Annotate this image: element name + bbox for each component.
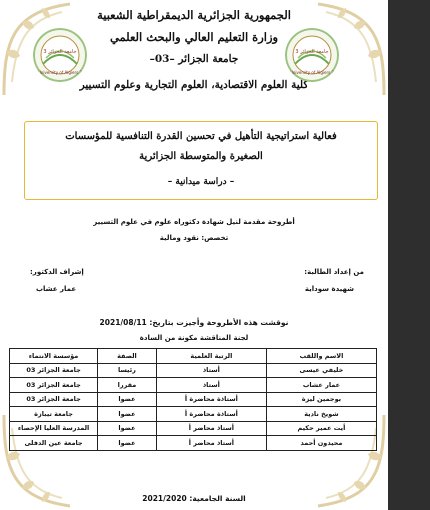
logo-arabic-text: جامعة الجزائر 3: [295, 49, 329, 55]
table-cell: جامعة عين الدفلى: [10, 436, 98, 451]
table-cell: بوجمين ليزة: [266, 392, 376, 407]
table-cell: جامعة الجزائر 03: [10, 378, 98, 393]
thesis-study-type: – دراسة ميدانية –: [167, 177, 235, 187]
table-cell: عمار عشاب: [266, 378, 376, 393]
table-row: [10, 392, 377, 407]
logo-ring-text: University of Algiers 3: [289, 70, 335, 75]
student-label: من إعداد الطالبة:: [304, 268, 364, 276]
table-cell: أيت عمير حكيم: [266, 421, 376, 436]
table-row: [10, 407, 377, 422]
table-header: الصفة: [98, 349, 157, 364]
table-cell: أستاذ: [156, 378, 266, 393]
table-cell: المدرسة العليا الإحصاء: [10, 421, 98, 436]
table-cell: عضوا: [98, 392, 157, 407]
jury-table: [9, 348, 377, 451]
table-row: [10, 436, 377, 451]
table-cell: جامعة الجزائر 03: [10, 363, 98, 378]
academic-year: السنة الجامعية: 2021/2020: [142, 494, 246, 503]
table-cell: أستاذ محاضر أ: [156, 436, 266, 451]
viewer-background: [388, 0, 430, 510]
table-cell: جامعة تيبازة: [10, 407, 98, 422]
committee-heading: لجنة المناقشة مكونة من السادة: [139, 334, 249, 342]
table-row: [10, 363, 377, 378]
header-republic: الجمهورية الجزائرية الديمقراطية الشعبية: [97, 8, 291, 22]
table-header: الاسم واللقب: [266, 349, 376, 364]
thesis-specialty: تخصص: نقود ومالية: [159, 234, 229, 242]
university-logo-icon: [285, 28, 339, 82]
table-cell: شويخ نادية: [266, 407, 376, 422]
thesis-title-line2: الصغيرة والمتوسطة الجزائرية: [139, 151, 263, 162]
table-cell: عضوا: [98, 421, 157, 436]
table-row: [10, 378, 377, 393]
thesis-title-line1: فعالية استراتيجية التأهيل في تحسين القدرة التنافسية للمؤسسات: [65, 131, 337, 142]
table-cell: جامعة الجزائر 03: [10, 392, 98, 407]
defense-date: نوقشت هذه الأطروحة وأجيزت بتاريخ: 2021/08/11: [99, 318, 289, 327]
supervisor-label: إشراف الدكتور:: [30, 268, 84, 276]
table-cell: أستاذة محاضرة أ: [156, 407, 266, 422]
table-cell: أستاذة محاضرة أ: [156, 392, 266, 407]
university-logo-icon: [33, 28, 87, 82]
supervisor-name: عمار عشاب: [36, 285, 77, 293]
header-ministry: وزارة التعليم العالي والبحث العلمي: [109, 30, 279, 44]
table-cell: عضوا: [98, 436, 157, 451]
logo-ring-text: University of Algiers 3: [37, 70, 83, 75]
logo-arabic-text: جامعة الجزائر 3: [43, 49, 77, 55]
table-cell: رئيسا: [98, 363, 157, 378]
table-cell: محيدون أحمد: [266, 436, 376, 451]
table-header-row: [10, 349, 377, 364]
header-faculty: كلية العلوم الاقتصادية، العلوم التجارية وعلوم التسيير: [79, 79, 309, 91]
table-header: الرتبة العلمية: [156, 349, 266, 364]
table-cell: عضوا: [98, 407, 157, 422]
header-university: جامعة الجزائر –03–: [149, 53, 239, 65]
table-header: مؤسسة الانتماء: [10, 349, 98, 364]
thesis-degree: أطروحة مقدمة لنيل شهادة دكتوراه علوم في علوم التسيير: [93, 218, 295, 226]
table-row: [10, 421, 377, 436]
student-name: شهيدة سوداية: [304, 285, 354, 293]
table-cell: خليفي عيسى: [266, 363, 376, 378]
table-cell: مقررا: [98, 378, 157, 393]
table-cell: أستاذ محاضر أ: [156, 421, 266, 436]
table-cell: أستاذ: [156, 363, 266, 378]
thesis-title-box: [24, 121, 378, 200]
